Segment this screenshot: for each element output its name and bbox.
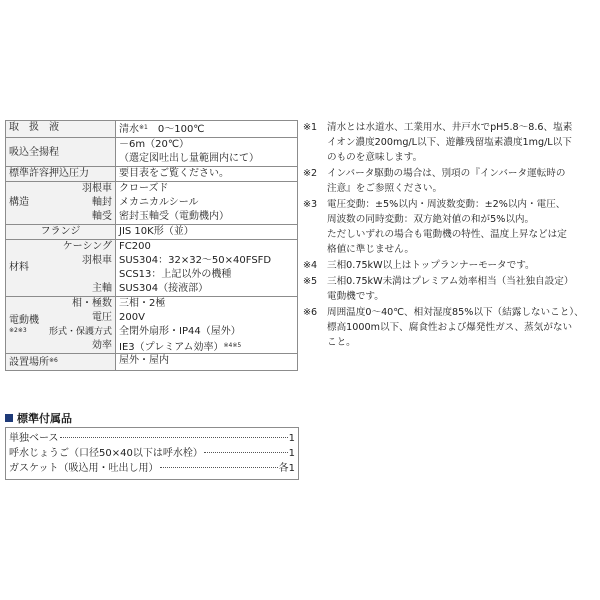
footnote-line: 三相0.75kW以上はトップランナーモータです。 xyxy=(327,260,535,271)
spec-row-material xyxy=(6,240,298,297)
structure-value: メカニカルシール xyxy=(119,197,199,208)
accessory-name: 単独ベース xyxy=(9,433,59,444)
structure-value: クローズド xyxy=(119,183,169,194)
structure-sub: 軸封 xyxy=(92,197,112,208)
structure-cell xyxy=(6,182,116,225)
spec-row-pressure xyxy=(6,167,298,182)
footnote-line: 注意』をご参照ください。 xyxy=(327,183,443,194)
footnote-item xyxy=(303,274,595,304)
pressure-label: 標準許容押込圧力 xyxy=(6,167,116,182)
material-sub: ケーシング xyxy=(62,241,112,252)
liquid-label: 取 扱 液 xyxy=(6,121,116,138)
footnote-mark: ※2 xyxy=(303,168,318,179)
pressure-value: 要目表をご覧ください。 xyxy=(116,167,298,182)
motor-note: ※2※3 xyxy=(9,327,27,334)
footnote-mark: ※6 xyxy=(303,307,318,318)
footnote-line: 清水とは水道水、工業用水、井戸水でpH5.8～8.6、塩素 xyxy=(327,122,573,133)
material-sub xyxy=(47,268,112,282)
footnote-line: のものを意味します。 xyxy=(327,152,423,163)
flange-value: JIS 10K形（並） xyxy=(116,225,298,240)
footnote-mark: ※1 xyxy=(303,122,318,133)
motor-sub: 相・極数 xyxy=(72,298,112,309)
footnote-mark: ※5 xyxy=(303,276,318,287)
accessory-qty: 1 xyxy=(288,433,295,444)
structure-sub: 軸受 xyxy=(92,211,112,222)
footnote-line: 電動機です。 xyxy=(327,291,384,302)
flange-label: フランジ xyxy=(6,225,116,240)
footnote-line: 電圧変動：±5%以内・周波数変動：±2%以内・電圧、 xyxy=(327,199,566,210)
footnote-line: ただしいずれの場合も電動機の特性、温度上昇などは定 xyxy=(327,229,567,240)
material-cell xyxy=(6,240,116,297)
suction-label: 吸込全揚程 xyxy=(6,138,116,167)
structure-label: 構造 xyxy=(9,197,29,208)
footnotes xyxy=(303,120,595,351)
motor-cell xyxy=(6,297,116,354)
footnote-line: インバータ駆動の場合は、別項の『インバータ運転時の xyxy=(327,168,566,179)
spec-row-flange xyxy=(6,225,298,240)
accessories-title: 標準付属品 xyxy=(5,410,72,426)
material-values xyxy=(116,240,298,297)
accessory-qty: 1 xyxy=(288,448,295,459)
motor-sub: 電圧 xyxy=(92,312,112,323)
footnote-line: 周囲温度0～40℃、相対湿度85%以下（結露しないこと）、 xyxy=(327,307,584,318)
footnote-line: 格値に準じません。 xyxy=(327,244,414,255)
footnote-item xyxy=(303,120,595,165)
location-value: 屋外・屋内 xyxy=(116,354,298,371)
material-value: SUS304：32×32～50×40FSFD xyxy=(119,255,272,266)
material-value: FC200 xyxy=(119,241,151,252)
material-label: 材料 xyxy=(9,262,29,273)
motor-value: 全閉外扇形・IP44（屋外） xyxy=(119,326,241,337)
suction-note: （選定図吐出し量範囲内にて） xyxy=(119,153,259,164)
accessory-name: ガスケット（吸込用・吐出し用） xyxy=(9,463,159,474)
motor-sub: 形式・保護方式 xyxy=(48,327,112,337)
spec-row-suction xyxy=(6,138,298,167)
material-value: SCS13：上記以外の機種 xyxy=(119,269,232,280)
spec-row-liquid xyxy=(6,121,298,138)
spec-row-location xyxy=(6,354,298,371)
structure-values xyxy=(116,182,298,225)
footnote-line: 周波数の同時変動：双方絶対値の和が5%以内。 xyxy=(327,214,535,225)
accessory-name: 呼水じょうご（口径50×40以下は呼水栓） xyxy=(9,448,203,459)
accessories-list xyxy=(5,427,299,480)
footnote-item xyxy=(303,258,595,273)
spec-row-motor xyxy=(6,297,298,354)
footnote-item xyxy=(303,197,595,257)
location-label: 設置場所$^{※6}$ xyxy=(6,354,116,371)
suction-head: －6m（20℃） xyxy=(119,139,190,150)
leader-dots xyxy=(60,437,288,438)
accessory-item xyxy=(9,431,295,446)
footnote-mark: ※4 xyxy=(303,260,318,271)
footnote-line: 標高1000m以下、腐食性および爆発性ガス、蒸気がない xyxy=(327,322,573,333)
footnote-line: 三相0.75kW未満はプレミアム効率相当（当社独自設定） xyxy=(327,276,574,287)
liquid-value: 清水$^{※1}$ 0～100℃ xyxy=(116,121,298,138)
footnote-line: イオン濃度200mg/L以下、遊離残留塩素濃度1mg/L以下 xyxy=(327,137,572,148)
motor-value: IE3（プレミアム効率）$^{※4※5}$ xyxy=(119,342,242,353)
motor-label: 電動機 ※2※3 xyxy=(9,315,39,334)
suction-value xyxy=(116,138,298,167)
footnote-line: こと。 xyxy=(327,337,356,348)
motor-value: 200V xyxy=(119,312,145,323)
material-sub: 主軸 xyxy=(92,283,112,294)
footnote-item xyxy=(303,305,595,350)
accessory-item xyxy=(9,461,295,476)
leader-dots xyxy=(160,467,278,468)
motor-values xyxy=(116,297,298,354)
structure-sub: 羽根車 xyxy=(82,183,112,194)
material-sub: 羽根車 xyxy=(82,255,112,266)
motor-sub: 効率 xyxy=(92,340,112,351)
structure-value: 密封玉軸受（電動機内） xyxy=(119,211,229,222)
accessory-item xyxy=(9,446,295,461)
leader-dots xyxy=(204,452,288,453)
motor-value: 三相・2極 xyxy=(119,298,166,309)
spec-row-structure xyxy=(6,182,298,225)
square-bullet-icon xyxy=(5,414,13,422)
footnote-mark: ※3 xyxy=(303,199,318,210)
accessory-qty: 各1 xyxy=(278,463,295,474)
footnote-item xyxy=(303,166,595,196)
efficiency-note: ※4※5 xyxy=(223,342,242,349)
material-value: SUS304（接液部） xyxy=(119,283,209,294)
spec-table xyxy=(5,120,298,371)
